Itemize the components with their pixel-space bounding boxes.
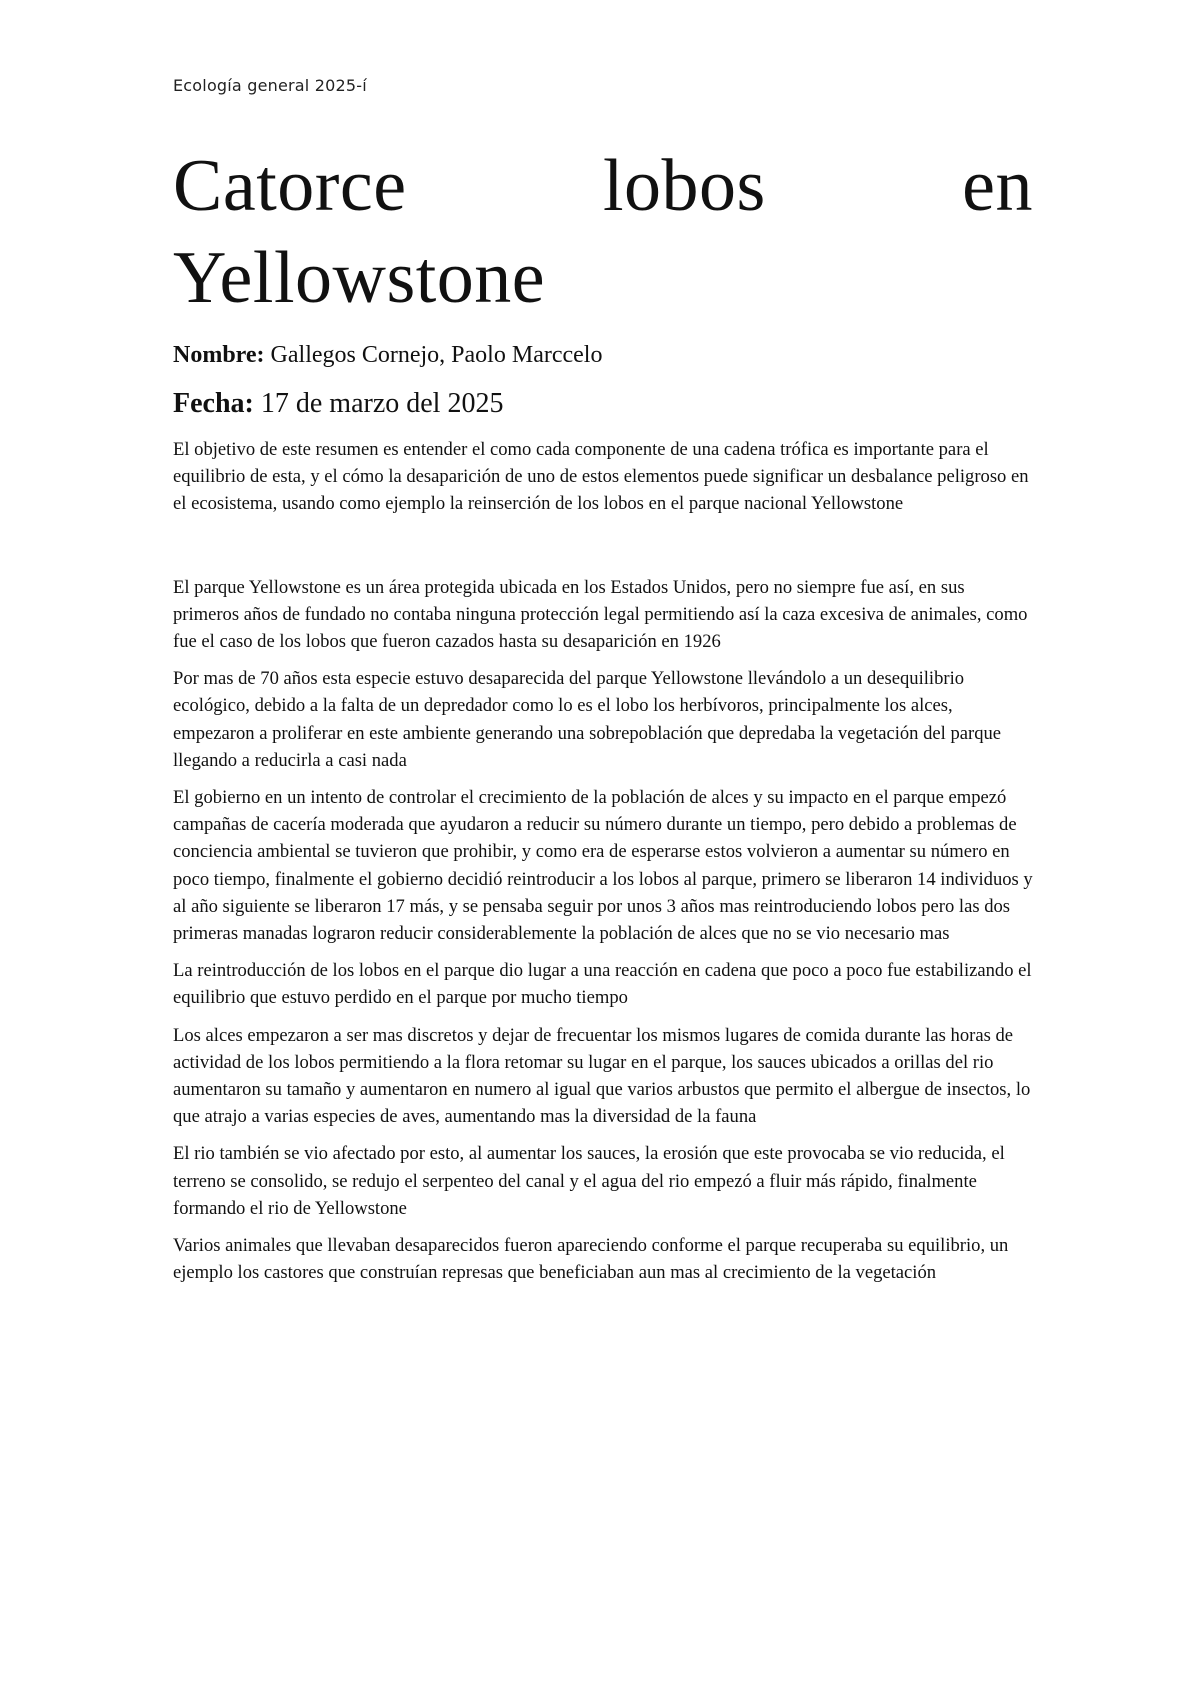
intro-paragraph: El objetivo de este resumen es entender el como cada componente de una cadena trófica es importante para el equilibrio de esta, y el cómo la desaparición de uno de estos elementos puede significar un desbalance peligroso en el ecosistema, usando como ejemplo la reinserción de los lobos en el parque nacional Yellowstone — [173, 439, 1029, 515]
title-word: en — [962, 145, 1033, 227]
document-title — [173, 140, 1033, 324]
body-paragraph: Por mas de 70 años esta especie estuvo desaparecida del parque Yellowstone llevándolo a un desequilibrio ecológico, debido a la falta de un depredador como lo es el lobo los herbívoros, principalmente los alces, empezaron a proliferar en este ambiente generando una sobrepoblación que depredaba la vegetación del parque llegando a reducirla a casi nada — [173, 668, 1002, 771]
title-word: Catorce — [173, 145, 407, 227]
body-paragraphs — [173, 574, 1033, 1287]
title-line-1 — [173, 140, 1033, 232]
body-paragraph: Varios animales que llevaban desaparecidos fueron apareciendo conforme el parque recuperaba su equilibrio, un ejemplo los castores que construían represas que beneficiaban aun mas al crecimiento de la vegetación — [173, 1235, 1009, 1284]
body-paragraph: El gobierno en un intento de controlar el crecimiento de la población de alces y su impacto en el parque empezó campañas de cacería moderada que ayudaron a reducir su número durante un tiempo, pero debido a problemas de conciencia ambiental se tuvieron que prohibir, y como era de esperarse estos volvieron a aumentar su número en poco tiempo, finalmente el gobierno decidió reintroducir a los lobos al parque, primero se liberaron 14 individuos y al año siguiente se liberaron 17 más, y se pensaba seguir por unos 3 años mas reintroduciendo lobos pero las dos primeras manadas lograron reducir considerablemente la población de alces que no se vio necesario mas — [173, 787, 1033, 945]
author-name: Gallegos Cornejo, Paolo Marccelo — [264, 342, 603, 368]
author-label: Nombre: — [173, 342, 265, 368]
page-header: Ecología general 2025-í — [173, 76, 367, 95]
author-line — [173, 340, 1033, 370]
title-word: lobos — [602, 145, 766, 227]
body-paragraph: La reintroducción de los lobos en el parque dio lugar a una reacción en cadena que poco a poco fue estabilizando el equilibrio que estuvo perdido en el parque por mucho tiempo — [173, 960, 1032, 1009]
date-line — [173, 386, 1033, 422]
body-paragraph: Los alces empezaron a ser mas discretos y dejar de frecuentar los mismos lugares de comida durante las horas de actividad de los lobos permitiendo a la flora retomar su lugar en el parque, los sauces ubicados a orillas del rio aumentaron su tamaño y aumentaron en numero al igual que varios arbustos que permito el albergue de insectos, lo que atrajo a varias especies de aves, aumentando mas la diversidad de la fauna — [173, 1024, 1031, 1128]
title-line-2: Yellowstone — [173, 237, 546, 319]
date-value: 17 de marzo del 2025 — [253, 388, 504, 419]
body-paragraph: El parque Yellowstone es un área protegida ubicada en los Estados Unidos, pero no siempre fue así, en sus primeros años de fundado no contaba ninguna protección legal permitiendo así la caza excesiva de animales, como fue el caso de los lobos que fueron cazados hasta su desaparición en 1926 — [173, 576, 1028, 653]
date-label: Fecha: — [173, 388, 254, 419]
body-paragraph: El rio también se vio afectado por esto, al aumentar los sauces, la erosión que este provocaba se vio reducida, el terreno se consolido, se redujo el serpenteo del canal y el agua del rio empezó a fluir más rápido, finalmente formando el rio de Yellowstone — [173, 1143, 1005, 1219]
document-body — [173, 140, 1033, 1286]
